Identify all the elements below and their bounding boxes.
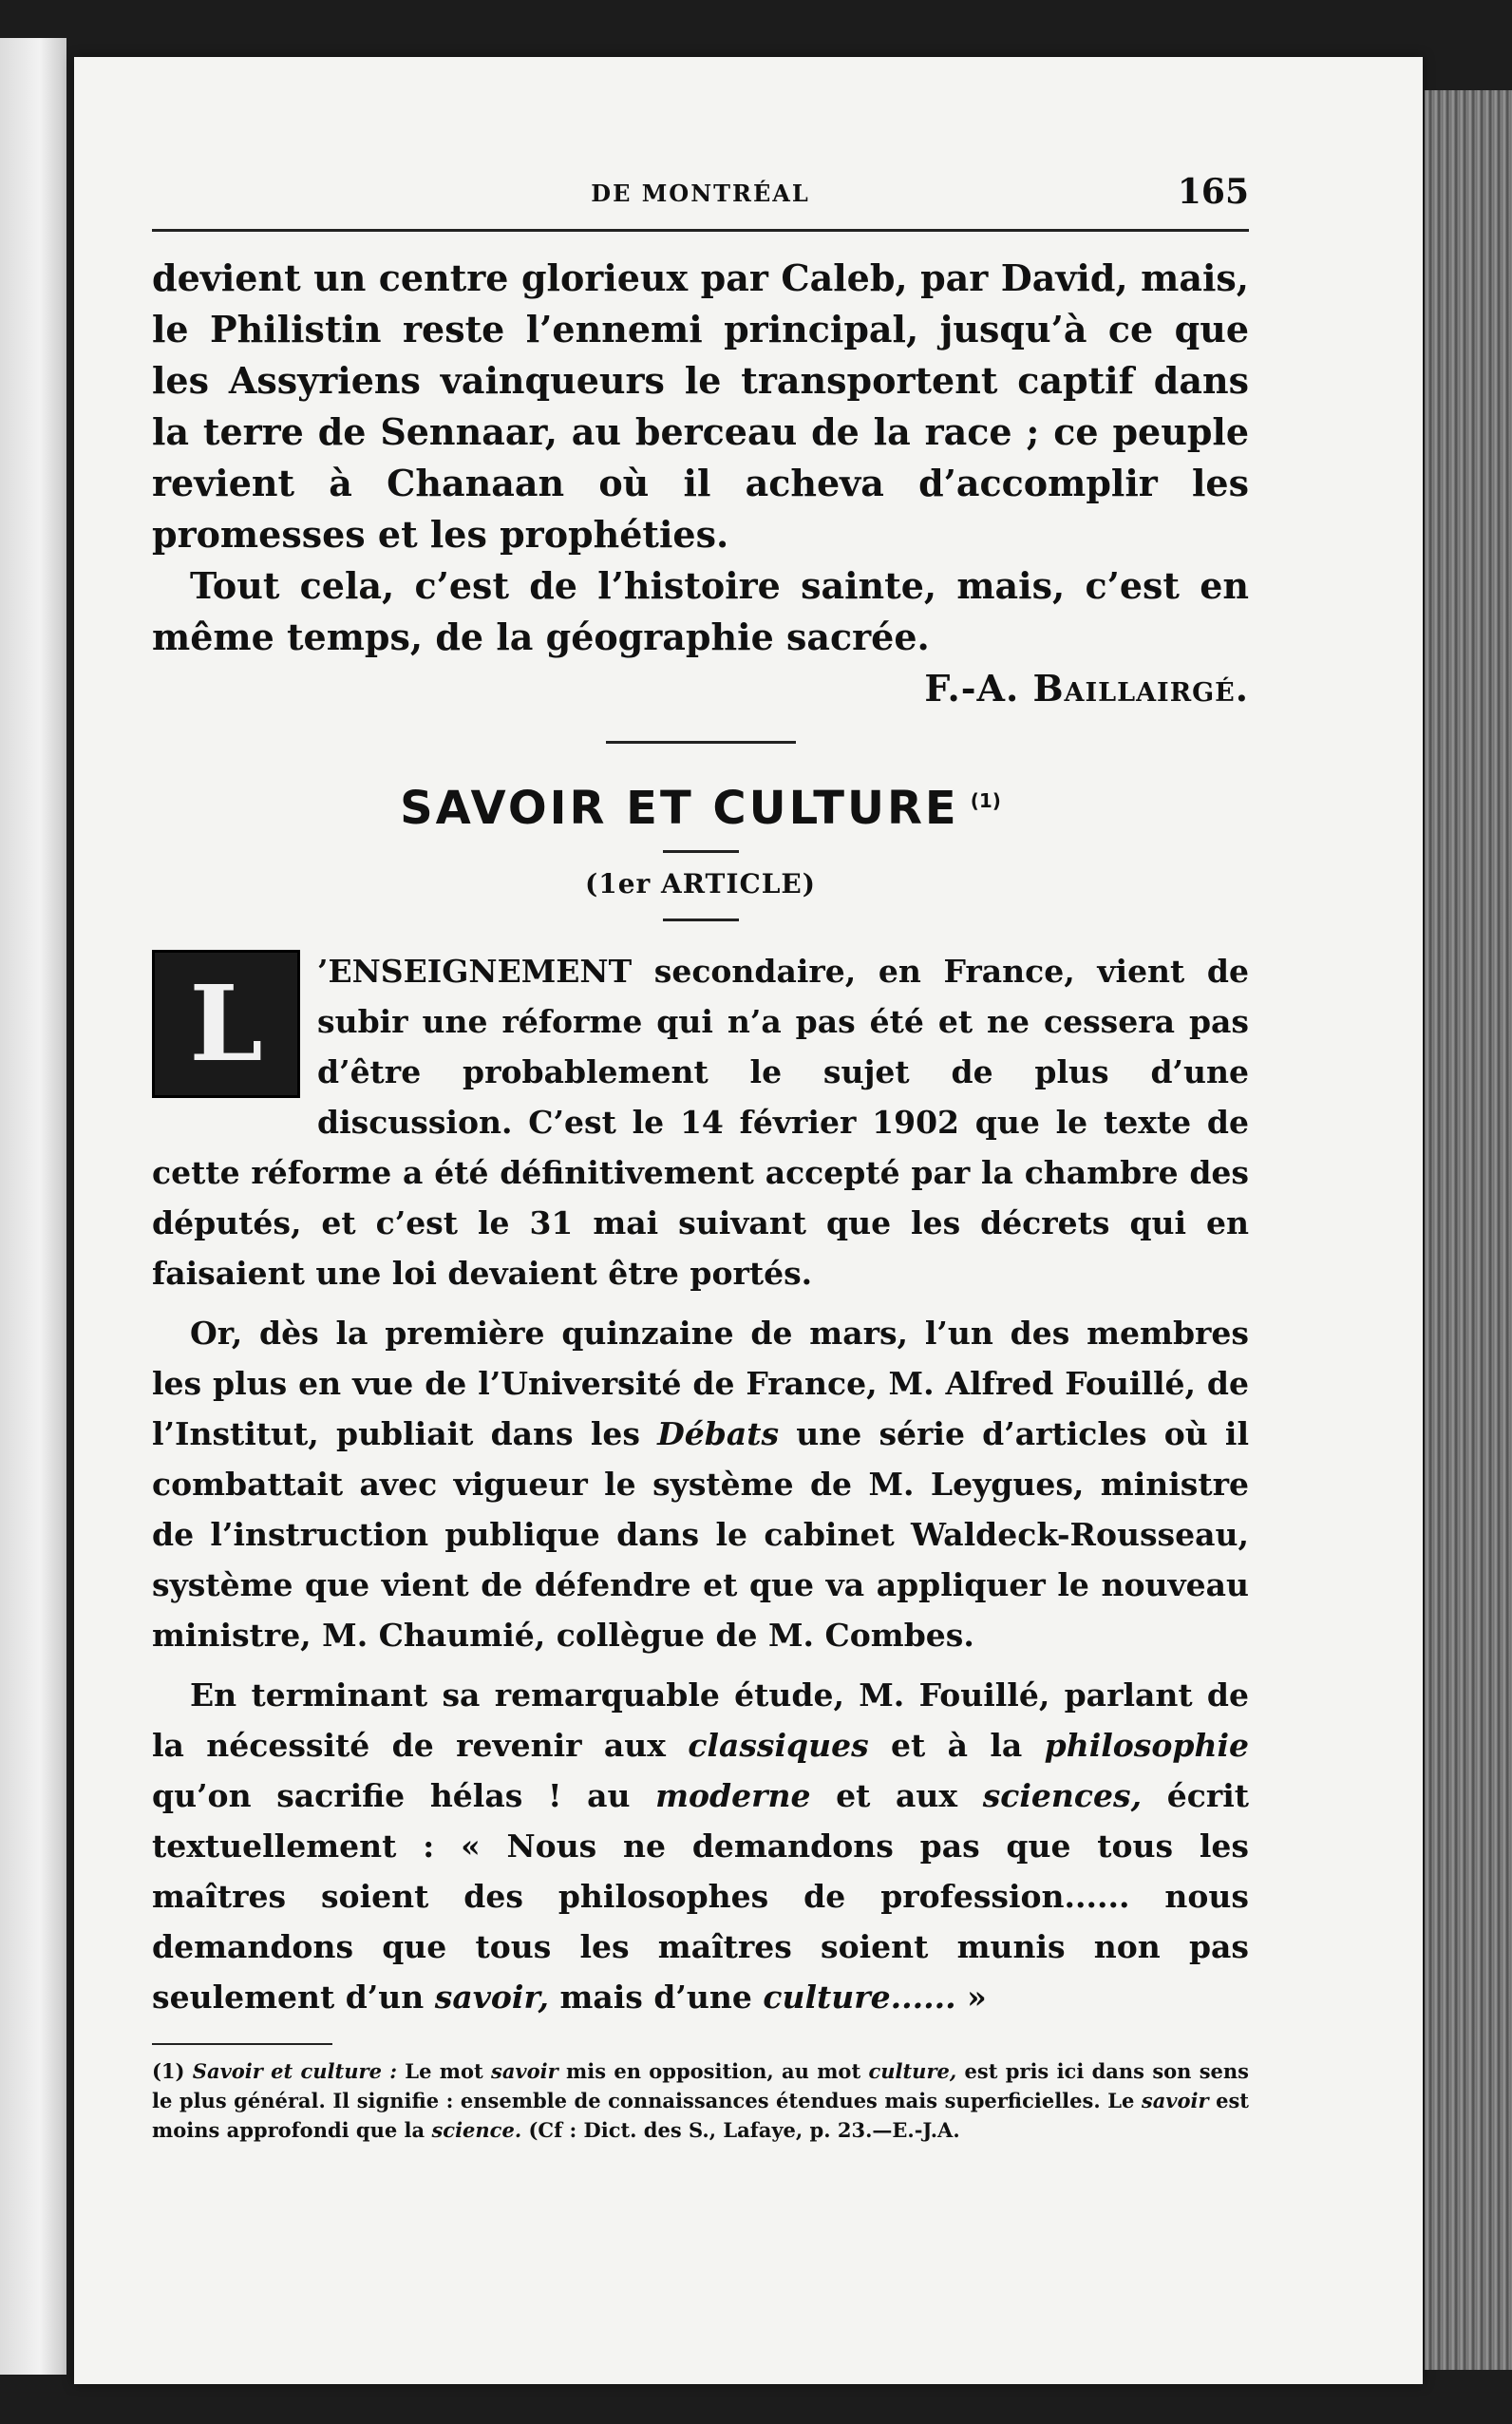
- text-run: est pris ici dans son sens le plus général. Il signifie : ensemble de connaissances étendues mais superficielles. Le: [152, 2059, 1249, 2112]
- italic-run: Débats: [657, 1415, 780, 1452]
- text-run: Le mot: [397, 2059, 491, 2083]
- text-run: et à la: [868, 1727, 1045, 1764]
- text-run: En terminant sa remarquable étude, M. Fouillé, parlant de la nécessité de revenir aux: [152, 1676, 1249, 1764]
- text-run: mis en opposition, au mot: [558, 2059, 869, 2083]
- italic-run: savoir: [1141, 2089, 1209, 2112]
- signature-line: [152, 663, 1249, 714]
- text-run: mais d’une: [548, 1979, 764, 2016]
- italic-run: philosophie: [1044, 1727, 1249, 1764]
- footnote: [152, 2056, 1249, 2145]
- running-title: DE MONTRÉAL: [591, 180, 810, 207]
- text-run: est moins approfondi que la: [152, 2089, 1249, 2142]
- intro-paragraph-2: Tout cela, c’est de l’histoire sainte, mais, c’est en même temps, de la géographie sacrée.: [152, 564, 1249, 658]
- footnote-reference: (1): [970, 789, 1001, 812]
- text-run: »: [955, 1979, 987, 2016]
- text-run: Or, dès la première quinzaine de mars, l’un des membres les plus en vue de l’Université de France, M. Alfred Fouillé, de l’Institut, publiait dans les: [152, 1315, 1249, 1452]
- text-run: une série d’articles où il combattait avec vigueur le système de M. Leygues, ministre de l’instruction publique dans le cabinet Waldeck-Rousseau, système que vient de défendre et que va appliquer le nouveau ministre, M. Chaumié, collègue de M. Combes.: [152, 1415, 1249, 1654]
- intro-paragraph-1: devient un centre glorieux par Caleb, par David, mais, le Philistin reste l’ennemi principal, jusqu’à ce que les Assyriens vainqueurs le transportent captif dans la terre de Sennaar, au berceau de la race ; ce peuple revient à Chanaan où il acheva d’accomplir les promesses et les prophéties.: [152, 256, 1249, 556]
- article-body: [152, 946, 1249, 2022]
- italic-run: Savoir et culture :: [192, 2059, 397, 2083]
- article-paragraph-3: [152, 1670, 1249, 2022]
- text-run: qu’on sacrifie hélas ! au: [152, 1777, 656, 1814]
- page-number: 165: [1177, 172, 1249, 212]
- running-head: [152, 172, 1249, 232]
- facing-page-edge: [0, 38, 66, 2375]
- article-title: [152, 782, 1249, 835]
- article-paragraph-1: [152, 946, 1249, 1298]
- italic-run: moderne: [655, 1777, 811, 1814]
- text-run: écrit textuellement : « Nous ne demandons pas que tous les maîtres soient des philosophes de profession...... nous demandons que tous les maîtres soient munis non pas seulement d’un: [152, 1777, 1249, 2016]
- author-signature: F.-A. Baillairgé.: [924, 667, 1249, 710]
- italic-run: savoir,: [434, 1979, 549, 2016]
- drop-cap-initial: [152, 950, 300, 1098]
- italic-run: culture,: [868, 2059, 957, 2083]
- italic-run: classiques: [688, 1727, 869, 1764]
- page-block-edges: [1425, 90, 1512, 2370]
- article-paragraph-1-text: ’ENSEIGNEMENT secondaire, en France, vient de subir une réforme qui n’a pas été et ne cessera pas d’être probablement le sujet de plus d’une discussion. C’est le 14 février 1902 que le texte de cette réforme a été définitivement accepté par la chambre des députés, et c’est le 31 mai suivant que les décrets qui en faisaient une loi devaient être portés.: [152, 953, 1249, 1292]
- page-content: [152, 172, 1249, 2145]
- article-title-text: SAVOIR ET CULTURE: [400, 782, 959, 835]
- title-rule: [663, 850, 739, 853]
- text-run: (Cf : Dict. des S., Lafaye, p. 23.—E.-J.A.: [521, 2118, 960, 2142]
- italic-run: savoir: [491, 2059, 558, 2083]
- section-divider: [606, 741, 796, 744]
- article-paragraph-2: [152, 1308, 1249, 1660]
- subtitle-rule: [663, 918, 739, 921]
- italic-run: sciences,: [982, 1777, 1143, 1814]
- footnote-rule: [152, 2043, 332, 2045]
- article-subtitle: (1er ARTICLE): [584, 868, 817, 900]
- drop-cap-letter: L: [189, 962, 263, 1085]
- italic-run: science.: [431, 2118, 522, 2142]
- intro-text: [152, 253, 1249, 714]
- footnote-marker: (1): [152, 2059, 185, 2083]
- italic-run: culture......: [763, 1979, 956, 2016]
- text-run: et aux: [810, 1777, 983, 1814]
